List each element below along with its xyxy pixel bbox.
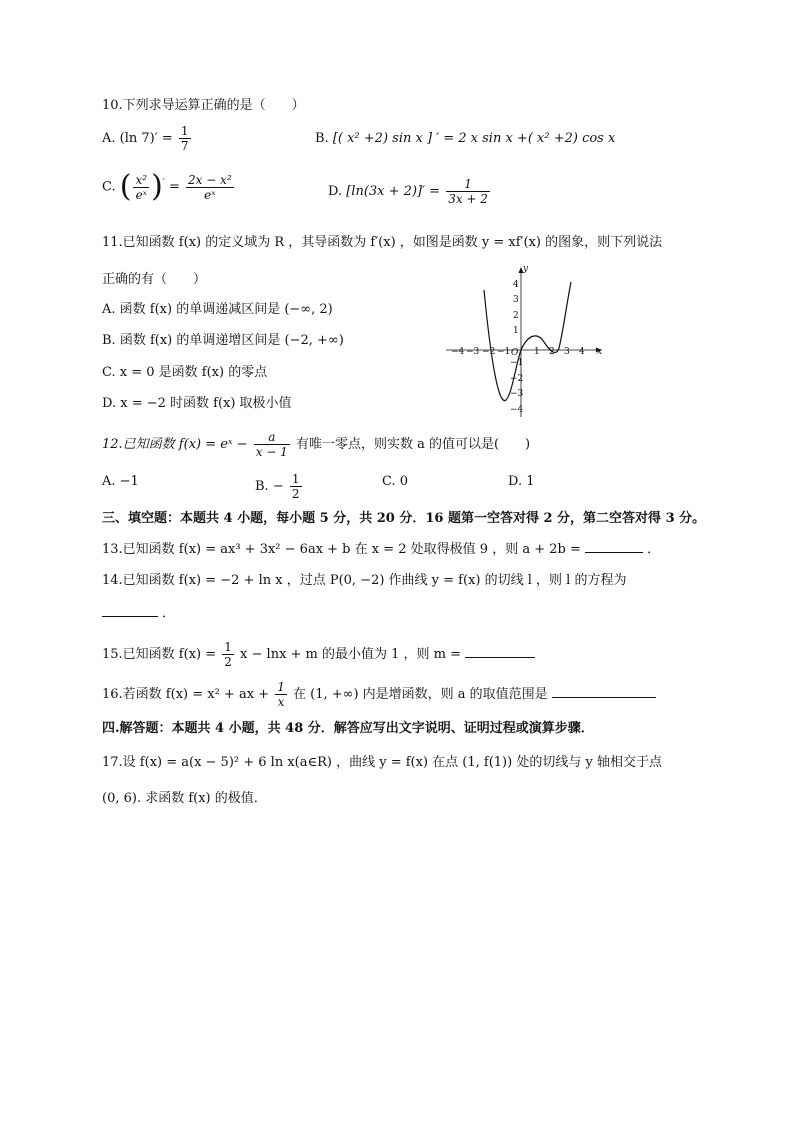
q10-option-b xyxy=(315,130,615,148)
q10-d-lhs: [ln(3x + 2)]′ = xyxy=(346,184,441,199)
q10-c-eq: = xyxy=(168,179,180,195)
q13-answer-blank[interactable] xyxy=(585,540,643,553)
q11-stem-line1: 11.已知函数 f(x) 的定义域为 R ，其导函数为 f′(x) ，如图是函数 y = xf′(x) 的图象，则下列说法 xyxy=(102,235,663,250)
y-tick-label: 2 xyxy=(513,311,519,321)
section-4-heading: 四.解答题：本题共 4 小题，共 48 分．解答应写出文字说明、证明过程或演算步骤． xyxy=(102,721,594,736)
q10-a-fraction xyxy=(179,124,191,153)
q13-end: ． xyxy=(647,542,661,557)
q15-num: 1 xyxy=(224,640,232,654)
x-tick-label: −3 xyxy=(466,347,480,357)
x-tick-label: 4 xyxy=(579,347,585,357)
section-3-heading: 三、填空题：本题共 4 小题，每小题 5 分，共 20 分．16 题第一空答对得 2 分，第二空答对得 3 分。 xyxy=(102,511,706,526)
q10-c-num: 2x − x² xyxy=(188,172,232,187)
q16-pre: 16.若函数 f(x) = x² + ax + xyxy=(102,687,270,702)
q12-stem-post: 有唯一零点，则实数 a 的值可以是( ) xyxy=(295,437,531,452)
q10-option-a xyxy=(102,124,193,153)
q10-b-label: B. xyxy=(315,131,329,146)
q12-option-b xyxy=(255,472,304,501)
y-tick-label: −4 xyxy=(510,405,524,415)
q10-c-prime: ′ xyxy=(162,178,165,189)
q10-a-num: 1 xyxy=(180,124,189,138)
q14-answer-line xyxy=(102,604,175,623)
x-tick-label: −1 xyxy=(497,347,511,357)
x-tick-label: 2 xyxy=(549,347,555,357)
q12-fraction xyxy=(254,430,290,459)
q10-stem: 10.下列求导运算正确的是（ ） xyxy=(102,98,305,113)
q11-stem-line2: 正确的有（ ） xyxy=(102,272,207,287)
y-tick-label: −1 xyxy=(510,358,524,368)
q13-text: 13.已知函数 f(x) = ax³ + 3x² − 6ax + b 在 x = 2 处取得极值 9 ，则 a + 2b = xyxy=(102,542,581,557)
q12-num: a xyxy=(254,430,290,445)
q14-answer-blank[interactable] xyxy=(102,604,158,617)
q17-line2: (0, 6). 求函数 f(x) 的极值． xyxy=(102,791,267,806)
q10-c-inner-num: x² xyxy=(135,172,148,187)
q13 xyxy=(102,540,660,559)
q10-a-label: A. xyxy=(102,131,116,146)
x-tick-label: −2 xyxy=(482,347,496,357)
q10-b-expr: [( x² +2) sin x ] ′ = 2 x sin x +( x² +2) cos x xyxy=(332,131,616,146)
q11-function-graph xyxy=(440,262,610,422)
q16 xyxy=(102,680,656,709)
q11-option-a: A. 函数 f(x) 的单调递减区间是 (−∞, 2) xyxy=(102,302,333,317)
q12-stem xyxy=(102,430,530,459)
q15-den: 2 xyxy=(224,655,232,669)
q10-d-num: 1 xyxy=(446,177,490,192)
q15-answer-blank[interactable] xyxy=(465,645,535,658)
q12-option-d: D. 1 xyxy=(508,474,535,489)
q10-a-lhs: (ln 7)′ = xyxy=(119,131,173,146)
q10-d-fraction xyxy=(446,177,490,206)
q10-option-d xyxy=(328,177,492,206)
q16-post: 在 (1, +∞) 内是增函数，则 a 的取值范围是 xyxy=(292,687,548,702)
x-tick-label: −4 xyxy=(451,347,465,357)
q12-b-num: 1 xyxy=(291,472,300,486)
q12-b-fraction xyxy=(290,472,302,501)
q17-line1: 17.设 f(x) = a(x − 5)² + 6 ln x(a∈R) ，曲线 y = f(x) 在点 (1, f(1)) 处的切线与 y 轴相交于点 xyxy=(102,755,662,770)
q12-option-a: A. −1 xyxy=(102,474,139,489)
q15 xyxy=(102,640,535,669)
q14-end: ． xyxy=(162,606,176,621)
q12-b-den: 2 xyxy=(291,487,300,501)
function-curve xyxy=(484,282,571,401)
q10-a-den: 7 xyxy=(180,139,189,153)
q10-c-inner-den: eˣ xyxy=(135,187,147,202)
y-tick-label: 3 xyxy=(513,295,519,305)
q12-b-label: B. − xyxy=(255,479,284,494)
x-axis-label: x xyxy=(597,347,603,357)
q16-answer-blank[interactable] xyxy=(552,685,656,698)
q11-option-d: D. x = −2 时函数 f(x) 取极小值 xyxy=(102,396,292,411)
q10-c-fraction xyxy=(186,173,234,202)
q12-stem-pre: 12.已知函数 f(x) = eˣ − xyxy=(102,437,248,452)
y-tick-label: 1 xyxy=(513,326,519,336)
q16-fraction xyxy=(275,680,287,709)
origin-label: O xyxy=(511,348,519,358)
q14-text: 14.已知函数 f(x) = −2 + ln x ，过点 P(0, −2) 作曲线 y = f(x) 的切线 l ，则 l 的方程为 xyxy=(102,573,627,588)
y-tick-label: −3 xyxy=(510,389,524,399)
q10-c-inner-fraction xyxy=(133,173,149,202)
q10-d-label: D. xyxy=(328,184,343,199)
q16-den: x xyxy=(277,695,285,709)
q15-pre: 15.已知函数 f(x) = xyxy=(102,647,217,662)
q11-option-b: B. 函数 f(x) 的单调递增区间是 (−2, +∞) xyxy=(102,333,344,348)
q12-option-c: C. 0 xyxy=(382,474,409,489)
q10-c-den: eˣ xyxy=(204,187,216,202)
q15-post: x − lnx + m 的最小值为 1 ，则 m = xyxy=(240,647,462,662)
q16-num: 1 xyxy=(277,680,285,694)
q12-den: x − 1 xyxy=(255,445,288,459)
x-tick-label: 1 xyxy=(534,347,540,357)
x-tick-label: 3 xyxy=(564,347,570,357)
q10-d-den: 3x + 2 xyxy=(448,192,488,206)
q15-fraction xyxy=(222,640,234,669)
y-tick-label: −2 xyxy=(510,374,524,384)
q10-c-label: C. xyxy=(102,179,116,195)
y-tick-label: 4 xyxy=(513,280,519,290)
y-axis-label: y xyxy=(523,264,529,274)
q10-option-c: C. ( $\frac{\text{x²}}{\text{eˣ}}$ )′ = $\frac{\text{2x − x²}}{\text{eˣ}}$ xyxy=(102,169,232,204)
q11-option-c: C. x = 0 是函数 f(x) 的零点 xyxy=(102,365,268,380)
